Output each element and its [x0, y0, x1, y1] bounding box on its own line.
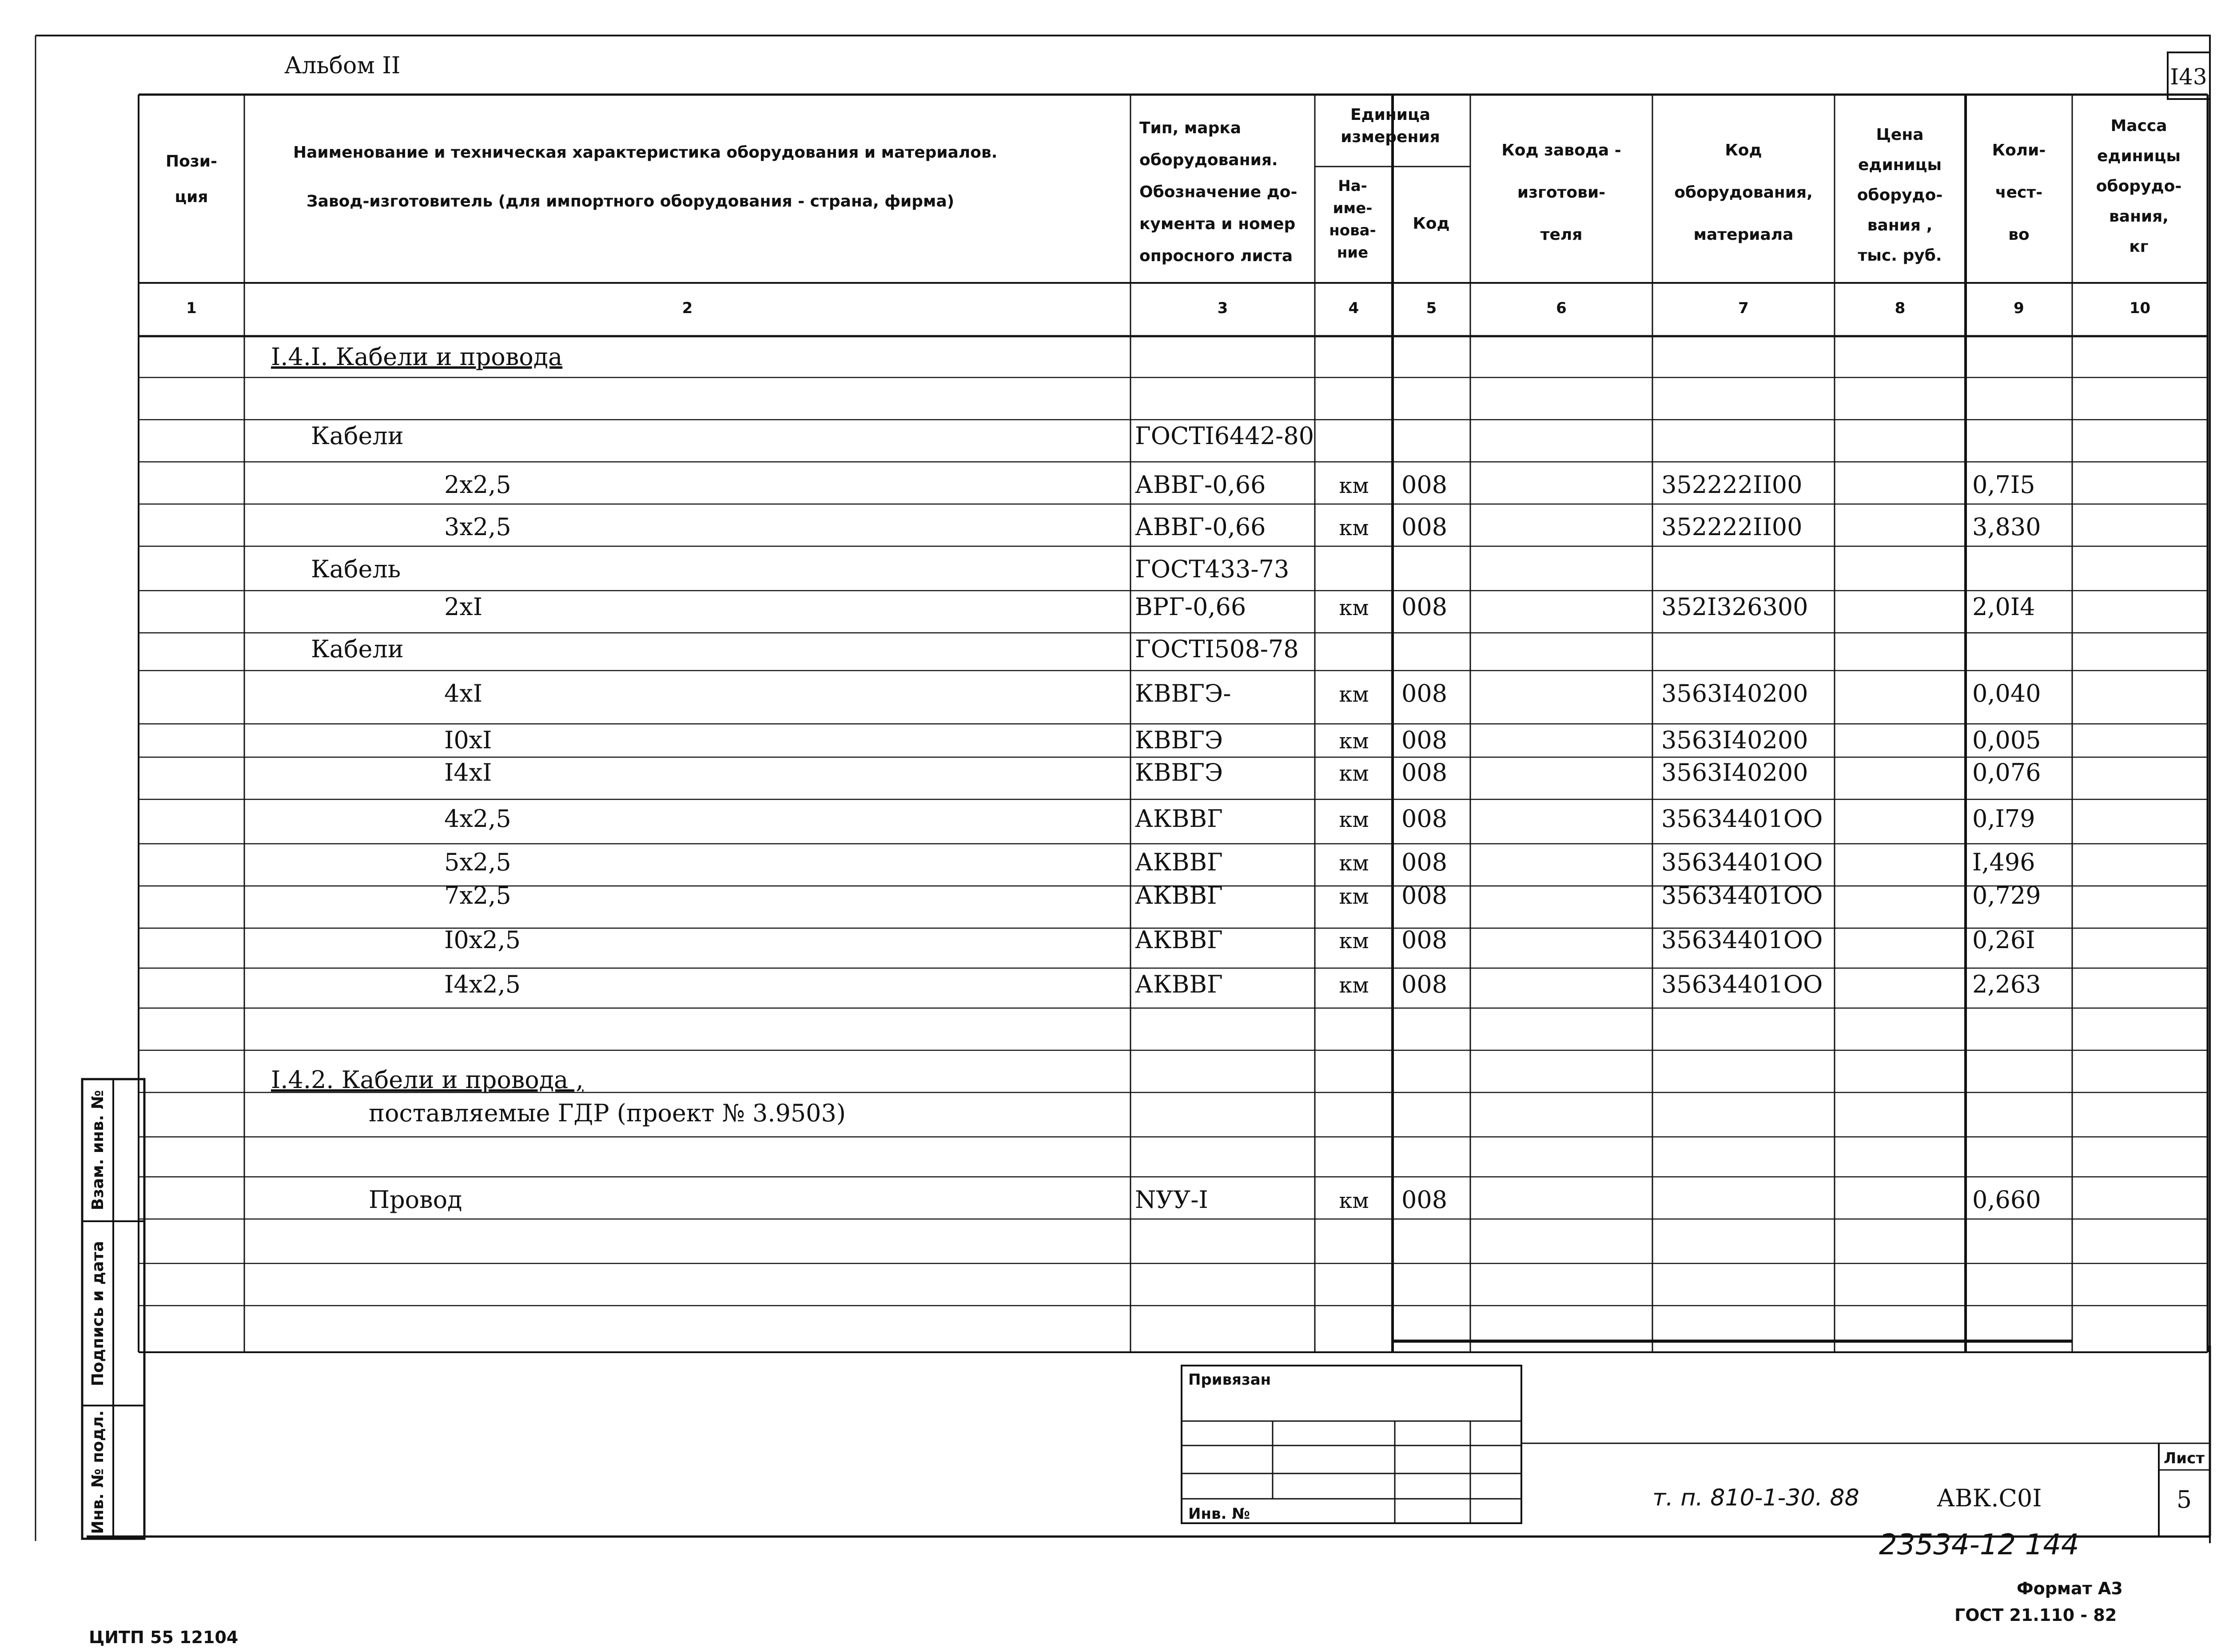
row-equipment-code: 352I326300: [1661, 593, 1808, 621]
row-unit-code: 008: [1401, 593, 1448, 621]
row-quantity: 0,I79: [1972, 805, 2035, 833]
row-document-type: АКВВГ: [1135, 926, 1223, 954]
header-mass: оборудо-: [2096, 177, 2182, 195]
header-factory-code: Код завода -: [1501, 141, 1621, 159]
sheet-format: Формат А3: [2017, 1579, 2123, 1598]
column-number: 6: [1556, 299, 1567, 317]
header-unit-group: измерения: [1341, 128, 1440, 146]
attached-label: Привязан: [1188, 1371, 1271, 1389]
row-unit-code: 008: [1401, 805, 1448, 833]
row-name: Кабели: [311, 422, 404, 450]
row-document-type: АВВГ-0,66: [1135, 513, 1266, 541]
row-unit-code: 008: [1401, 1186, 1448, 1214]
row-document-type: КВВГЭ-: [1135, 679, 1231, 707]
row-document-type: ВРГ-0,66: [1135, 593, 1246, 621]
header-price: единицы: [1858, 156, 1942, 174]
row-name: 2х2,5: [444, 471, 511, 499]
document-code: АВК.С0I: [1937, 1484, 2042, 1512]
sheet-number: 5: [2176, 1485, 2192, 1513]
row-document-type: АКВВГ: [1135, 882, 1223, 909]
column-number: 3: [1217, 299, 1228, 317]
header-unit-name: На-: [1338, 177, 1367, 195]
side-vzam-label: Взам. инв. №: [89, 1090, 107, 1211]
header-equipment-code: материала: [1693, 226, 1794, 244]
row-name: I0хI: [444, 726, 492, 754]
album-title: Альбом II: [284, 52, 401, 79]
row-unit: км: [1339, 973, 1369, 998]
row-document-type: КВВГЭ: [1135, 758, 1223, 786]
row-unit: км: [1339, 1188, 1369, 1213]
project-number: т. п. 810-1-30. 88: [1652, 1485, 1859, 1511]
inventory-no-label: Инв. №: [1188, 1505, 1250, 1523]
header-mass: кг: [2129, 238, 2149, 256]
side-inv-label: Инв. № подл.: [89, 1410, 107, 1534]
row-unit: км: [1339, 516, 1369, 540]
header-position: Пози-: [166, 152, 217, 171]
printer-code: ЦИТП 55 12104: [89, 1628, 239, 1647]
header-mass: единицы: [2097, 147, 2181, 165]
row-name: I4х2,5: [444, 970, 521, 998]
row-name: Кабели: [311, 635, 404, 663]
column-number: 2: [682, 299, 693, 317]
row-name: Провод: [369, 1186, 462, 1214]
row-quantity: 3,830: [1972, 513, 2041, 541]
row-document-type: АКВВГ: [1135, 805, 1223, 833]
header-unit-code: Код: [1413, 214, 1450, 233]
row-quantity: 2,263: [1972, 970, 2041, 998]
row-unit: км: [1339, 884, 1369, 909]
row-name: I.4.2. Кабели и провода ,: [271, 1066, 584, 1094]
row-unit-code: 008: [1401, 513, 1448, 541]
row-unit-code: 008: [1401, 848, 1448, 876]
header-type-mark: оборудования.: [1139, 151, 1278, 169]
row-quantity: I,496: [1972, 848, 2035, 876]
column-number: 1: [186, 299, 197, 317]
row-equipment-code: 352222II00: [1661, 471, 1803, 499]
header-price: оборудо-: [1857, 186, 1943, 204]
row-unit-code: 008: [1401, 726, 1448, 754]
row-equipment-code: 35634401OO: [1661, 882, 1823, 909]
row-unit-code: 008: [1401, 758, 1448, 786]
row-equipment-code: 3563I40200: [1661, 758, 1808, 786]
row-document-type: АКВВГ: [1135, 970, 1223, 998]
row-equipment-code: 3563I40200: [1661, 726, 1808, 754]
row-unit: км: [1339, 473, 1369, 498]
header-unit-name: ние: [1337, 244, 1369, 262]
header-equipment-code: оборудования,: [1674, 183, 1813, 202]
header-factory-code: теля: [1540, 226, 1583, 244]
header-unit-name: нова-: [1329, 222, 1376, 239]
header-position: ция: [175, 188, 208, 206]
header-type-mark: кумента и номер: [1139, 215, 1296, 233]
row-name: I0х2,5: [444, 926, 521, 954]
row-unit-code: 008: [1401, 882, 1448, 909]
row-name: 4хI: [444, 679, 483, 707]
row-name: поставляемые ГДР (проект № 3.9503): [369, 1099, 846, 1127]
row-unit-code: 008: [1401, 679, 1448, 707]
row-equipment-code: 35634401OO: [1661, 805, 1823, 833]
row-document-type: АВВГ-0,66: [1135, 471, 1266, 499]
header-price: вания ,: [1867, 216, 1933, 234]
row-document-type: КВВГЭ: [1135, 726, 1223, 754]
header-type-mark: Тип, марка: [1139, 119, 1242, 137]
header-quantity: Коли-: [1992, 141, 2046, 159]
row-quantity: 0,005: [1972, 726, 2041, 754]
header-price: тыс. руб.: [1858, 246, 1942, 265]
row-equipment-code: 35634401OO: [1661, 926, 1823, 954]
row-equipment-code: 3563I40200: [1661, 679, 1808, 707]
row-unit-code: 008: [1401, 471, 1448, 499]
row-document-type: NУУ-I: [1135, 1186, 1208, 1214]
gost-standard: ГОСТ 21.110 - 82: [1954, 1605, 2117, 1625]
row-name: 7х2,5: [444, 882, 511, 909]
row-unit: км: [1339, 807, 1369, 832]
header-mass: Масса: [2110, 117, 2167, 135]
header-quantity: во: [2008, 226, 2030, 244]
row-unit: км: [1339, 682, 1369, 707]
column-number: 7: [1738, 299, 1749, 317]
row-quantity: 2,0I4: [1972, 593, 2035, 621]
header-type-mark: Обозначение до-: [1139, 183, 1298, 201]
row-unit: км: [1339, 729, 1369, 754]
header-type-mark: опросного листа: [1139, 247, 1293, 265]
row-name: 5х2,5: [444, 848, 511, 876]
row-name: 2хI: [444, 593, 483, 621]
row-name: I4хI: [444, 758, 492, 786]
row-quantity: 0,660: [1972, 1186, 2041, 1214]
row-equipment-code: 35634401OO: [1661, 970, 1823, 998]
row-unit: км: [1339, 761, 1369, 786]
sheet-label: Лист: [2164, 1449, 2205, 1467]
row-unit-code: 008: [1401, 970, 1448, 998]
side-signature-label: Подпись и дата: [89, 1241, 107, 1386]
column-number: 8: [1895, 299, 1906, 317]
header-unit-group: Единица: [1350, 106, 1430, 124]
row-quantity: 0,7I5: [1972, 471, 2035, 499]
header-factory-code: изготови-: [1517, 183, 1606, 202]
row-unit: км: [1339, 596, 1369, 620]
row-unit: км: [1339, 851, 1369, 876]
row-unit-code: 008: [1401, 926, 1448, 954]
row-quantity: 0,26I: [1972, 926, 2035, 954]
header-name-line1: Наименование и техническая характеристика оборудования и материалов.: [293, 143, 998, 162]
header-equipment-code: Код: [1725, 141, 1762, 159]
header-quantity: чест-: [1995, 183, 2043, 202]
row-equipment-code: 352222II00: [1661, 513, 1803, 541]
header-name-line2: Завод-изготовитель (для импортного оборудования - страна, фирма): [306, 192, 955, 210]
row-quantity: 0,076: [1972, 758, 2041, 786]
header-mass: вания,: [2109, 207, 2169, 226]
row-name: I.4.I. Кабели и провода: [271, 343, 563, 371]
page-number: I43: [2170, 64, 2207, 90]
row-document-type: ГОСТI508-78: [1135, 635, 1299, 663]
handwritten-number: 23534-12 144: [1879, 1529, 2079, 1561]
row-document-type: ГОСТ433-73: [1135, 555, 1290, 583]
column-number: 5: [1426, 299, 1437, 317]
column-number: 10: [2129, 299, 2151, 317]
row-quantity: 0,040: [1972, 679, 2041, 707]
column-number: 4: [1348, 299, 1359, 317]
row-name: 3х2,5: [444, 513, 511, 541]
row-document-type: ГОСТI6442-80: [1135, 422, 1314, 450]
column-number: 9: [2014, 299, 2024, 317]
row-document-type: АКВВГ: [1135, 848, 1223, 876]
header-price: Цена: [1876, 126, 1924, 144]
header-unit-name: име-: [1333, 199, 1373, 217]
row-name: Кабель: [311, 555, 401, 583]
row-name: 4х2,5: [444, 805, 511, 833]
row-equipment-code: 35634401OO: [1661, 848, 1823, 876]
row-unit: км: [1339, 929, 1369, 953]
row-quantity: 0,729: [1972, 882, 2041, 909]
